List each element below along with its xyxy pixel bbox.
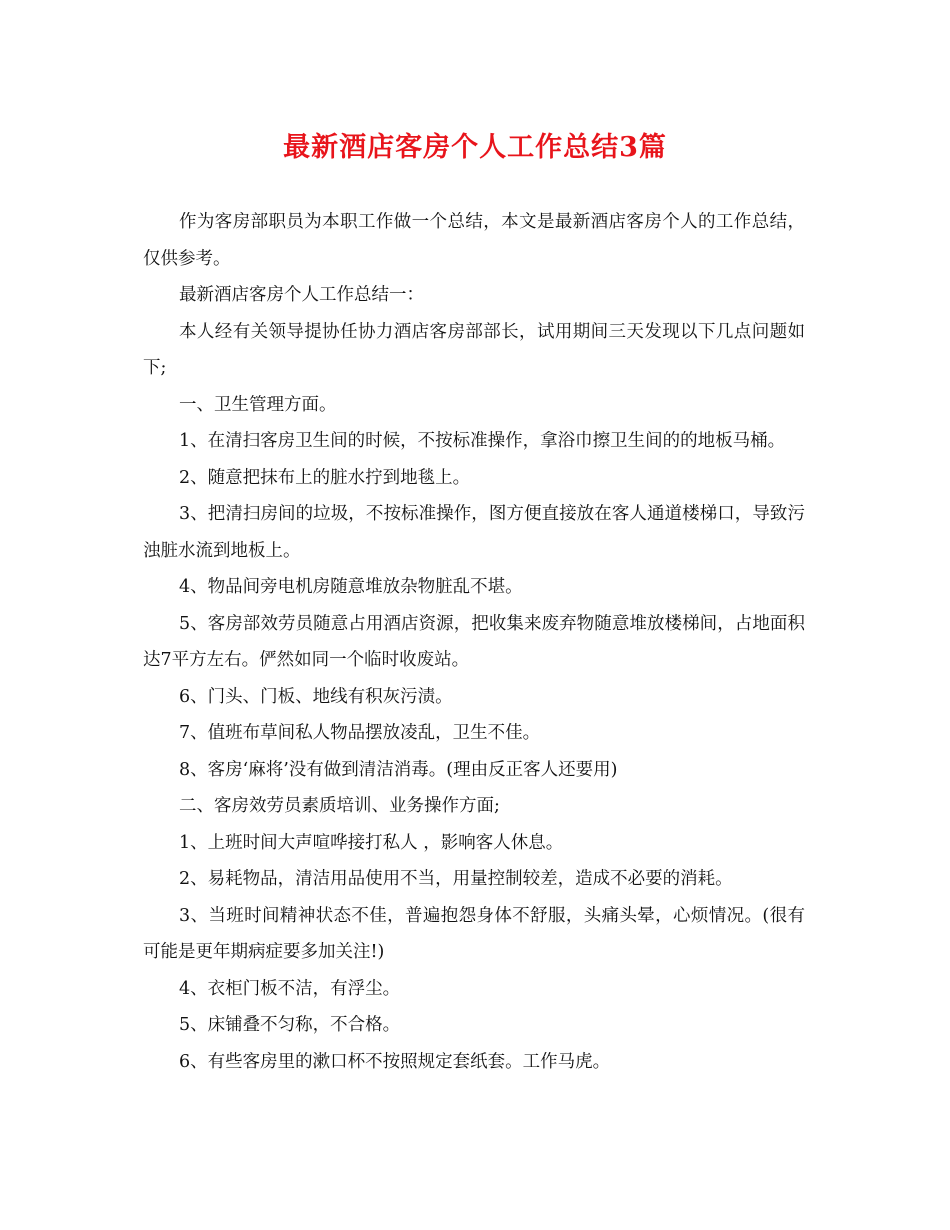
paragraph: 1、上班时间大声喧哗接打私人 ，影响客人休息。 — [179, 832, 564, 853]
document-title: 最新酒店客房个人工作总结3篇 — [283, 132, 667, 163]
paragraph: 4、物品间旁电机房随意堆放杂物脏乱不堪。 — [179, 577, 523, 597]
paragraph: 7、值班布草间私人物品摆放凌乱，卫生不佳。 — [179, 723, 541, 743]
document-body — [143, 204, 805, 1080]
paragraph: 4、衣柜门板不洁，有浮尘。 — [179, 978, 401, 999]
paragraph: 5、客房部效劳员随意占用酒店资源，把收集来废弃物随意堆放楼梯间，占地面积达7平方左右。俨然如同一个临时收废站。 — [143, 613, 805, 670]
paragraph: 8、客房‘麻将’没有做到清洁消毒。(理由反正客人还要用) — [179, 759, 618, 780]
paragraph: 2、随意把抹布上的脏水拧到地毯上。 — [179, 467, 471, 488]
paragraph: 3、把清扫房间的垃圾，不按标准操作，图方便直接放在客人通道楼梯口，导致污浊脏水流到地板上。 — [143, 504, 805, 561]
paragraph: 本人经有关领导提协任协力酒店客房部部长，试用期间三天发现以下几点问题如下; — [143, 321, 805, 378]
paragraph: 6、门头、门板、地线有积灰污渍。 — [179, 686, 453, 707]
paragraph: 2、易耗物品，清洁用品使用不当，用量控制较差，造成不必要的消耗。 — [179, 869, 733, 889]
section-heading: 二、客房效劳员素质培训、业务操作方面; — [179, 796, 500, 816]
paragraph: 5、床铺叠不匀称，不合格。 — [179, 1015, 401, 1035]
paragraph: 最新酒店客房个人工作总结一： — [179, 285, 424, 305]
paragraph: 3、当班时间精神状态不佳，普遍抱怨身体不舒服，头痛头晕，心烦情况。(很有可能是更年期病症要多加关注!) — [143, 905, 805, 962]
paragraph: 作为客房部职员为本职工作做一个总结，本文是最新酒店客房个人的工作总结，仅供参考。 — [143, 212, 805, 269]
section-heading: 一、卫生管理方面。 — [179, 394, 337, 415]
paragraph: 6、有些客房里的漱口杯不按照规定套纸套。工作马虎。 — [179, 1051, 611, 1072]
paragraph: 1、在清扫客房卫生间的时候，不按标准操作，拿浴巾擦卫生间的的地板马桶。 — [179, 431, 786, 451]
